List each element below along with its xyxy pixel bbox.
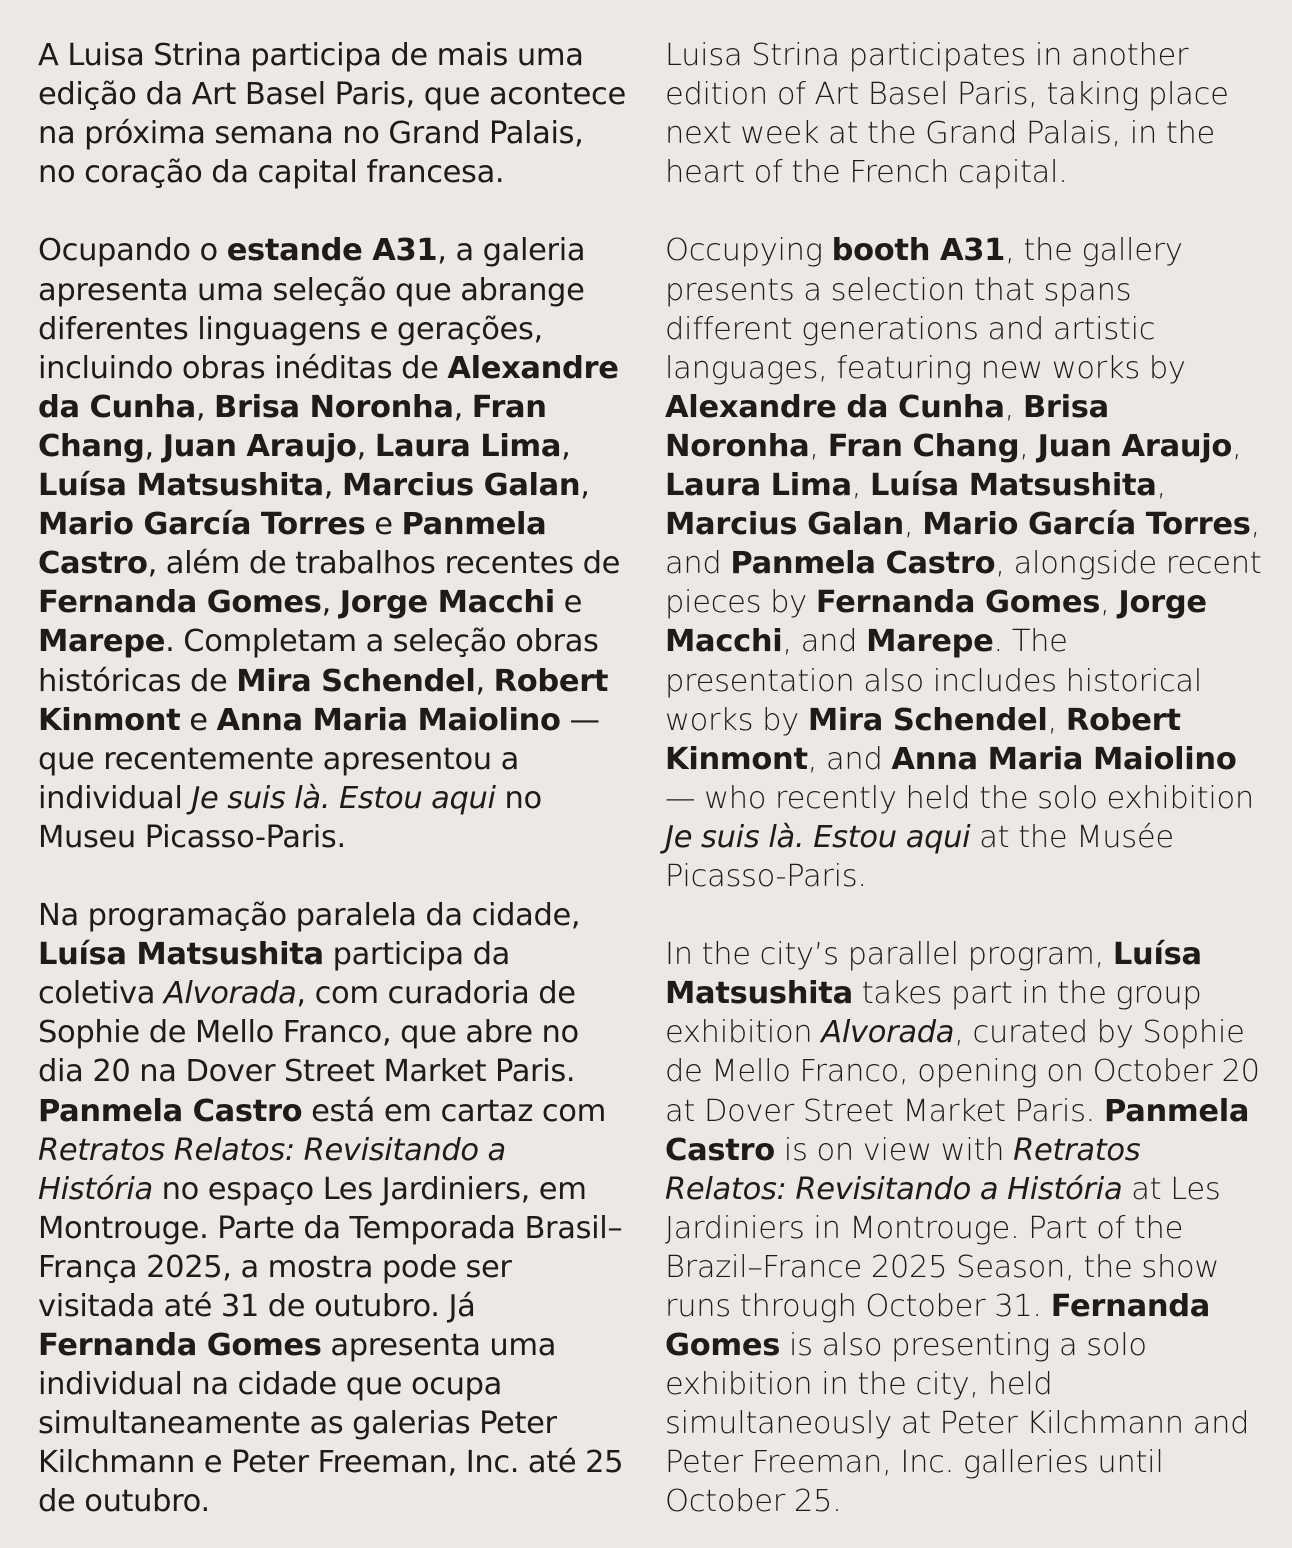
body-text: , and (665, 507, 1260, 582)
bold-text: Juan Araujo (1037, 428, 1233, 464)
bold-text: Laura Lima (374, 428, 562, 464)
body-text: , (851, 468, 871, 504)
body-text: Luisa Strina participates in another edition of Art Basel Paris, taking place next week at the Grand Palais, in the heart of the French capital. (665, 38, 1229, 191)
bold-text: Jorge Macchi (665, 585, 1207, 660)
body-text: , (1004, 389, 1023, 425)
body-text: no espaço Les Jardiniers, em Montrouge. Parte da Temporada Brasil–França 2025, a mostra pode ser visitada até 31 de outubro. Já (38, 1171, 623, 1324)
body-text: apresenta uma individual na cidade que ocupa simultaneamente as galerias Peter Kilchmann e Peter Freeman, Inc. até 25 de outubro. (38, 1328, 624, 1520)
body-text: Na programação paralela da cidade, (38, 898, 581, 934)
bold-text: Brisa Noronha (214, 389, 454, 425)
portuguese-paragraph-intro (38, 36, 628, 192)
bold-text: Luísa Matsushita (870, 468, 1157, 504)
body-text: , (321, 585, 340, 621)
bold-text: Luísa Matsushita (665, 937, 1202, 1012)
body-text: . The presentation also includes historical works by (665, 624, 1202, 738)
english-paragraph-parallel-program (665, 935, 1265, 1521)
bold-text: Luísa Matsushita (38, 937, 324, 973)
bold-text: Mira Schendel (807, 702, 1048, 738)
bold-text: Marcius Galan (341, 468, 581, 504)
body-text: , (1047, 702, 1066, 738)
bold-text: Brisa Noronha (665, 389, 1109, 464)
portuguese-paragraph-parallel-program (38, 896, 628, 1522)
portuguese-column (38, 36, 628, 1522)
body-text: Occupying (665, 233, 832, 269)
body-text: , and (782, 624, 867, 660)
bold-text: Mira Schendel (236, 663, 476, 699)
bold-text: Panmela Castro (730, 546, 996, 582)
italic-title: Alvorada (821, 1015, 955, 1051)
body-text: , a galeria apresenta uma seleção que abrange diferentes linguagens e gerações, incluindo obras inéditas de (38, 233, 586, 386)
body-text: In the city’s parallel program, (665, 937, 1113, 973)
body-text: , (323, 468, 342, 504)
body-text: , (809, 428, 828, 464)
bold-text: Fernanda Gomes (38, 585, 322, 621)
body-text: , (1156, 468, 1166, 504)
english-paragraph-intro (665, 36, 1265, 192)
body-text: , (144, 428, 163, 464)
body-text: , (1019, 428, 1038, 464)
bold-text: Jorge Macchi (339, 585, 555, 621)
english-paragraph-booth (665, 231, 1265, 896)
bold-text: Laura Lima (665, 468, 852, 504)
bold-text: Fernanda Gomes (665, 1289, 1211, 1364)
body-text: , (195, 389, 215, 425)
bold-text: Alexandre da Cunha (38, 350, 619, 425)
italic-title: Alvorada (163, 976, 297, 1012)
body-text: , com curadoria de Sophie de Mello Franco, que abre no dia 20 na Dover Street Market Paris. (38, 976, 579, 1090)
body-text: , (1232, 428, 1242, 464)
bold-text: Marepe (866, 624, 994, 660)
bold-text: Panmela Castro (665, 1093, 1250, 1168)
bold-text: Marepe (38, 624, 166, 660)
bold-text: Robert Kinmont (665, 702, 1181, 777)
body-text: A Luisa Strina participa de mais uma edição da Art Basel Paris, que acontece na próxima semana no Grand Palais, no coração da capital francesa. (38, 38, 626, 191)
bold-text: Alexandre da Cunha (665, 389, 1005, 425)
bold-text: Robert Kinmont (38, 663, 609, 738)
body-text: , alongside recent pieces by (665, 546, 1262, 621)
bold-text: Panmela Castro (38, 507, 547, 582)
body-text: takes part in the group exhibition (665, 976, 1202, 1051)
body-text: , (1100, 585, 1119, 621)
body-text: e (365, 507, 402, 543)
bold-text: Fernanda Gomes (38, 1328, 322, 1364)
body-text: is on view with (774, 1132, 1014, 1168)
body-text: , (561, 428, 571, 464)
body-text: at Les Jardiniers in Montrouge. Part of the Brazil–France 2025 Season, the show runs through October 31. (665, 1171, 1221, 1324)
body-text: e (554, 585, 583, 621)
bold-text: Marcius Galan (665, 507, 904, 543)
body-text: is also presenting a solo exhibition in the city, held simultaneously at Peter Kilchmann and Peter Freeman, Inc. galleries until October 25. (665, 1328, 1250, 1520)
body-text: e (180, 702, 217, 738)
bold-text: Panmela Castro (38, 1093, 303, 1129)
body-text: está em cartaz com (302, 1093, 606, 1129)
body-text: , (356, 428, 375, 464)
bold-text: Fran Chang (38, 389, 547, 464)
body-text: participa da coletiva (38, 937, 510, 1012)
bold-text: Anna Maria Maiolino (891, 741, 1237, 777)
body-text: — who recently held the solo exhibition (665, 780, 1254, 816)
body-text: . Completam a seleção obras históricas de (38, 624, 599, 699)
body-text: , (903, 507, 923, 543)
italic-title: Je suis là. Estou aqui (665, 819, 971, 855)
bold-text: booth A31 (831, 233, 1006, 269)
body-text: at the Musée Picasso-Paris. (665, 819, 1174, 894)
bold-text: Mario García Torres (922, 507, 1251, 543)
body-text: , (580, 468, 590, 504)
body-text: , curated by Sophie de Mello Franco, opening on October 20 at Dover Street Market Paris. (665, 1015, 1260, 1129)
body-text: , the gallery presents a selection that spans different generations and artistic languages, featuring new works by (665, 233, 1186, 386)
bold-text: Mario García Torres (38, 507, 366, 543)
english-column (665, 36, 1265, 1522)
body-text: — que recentemente apresentou a individual (38, 702, 600, 816)
bold-text: Fernanda Gomes (815, 585, 1101, 621)
italic-title: Retratos Relatos: Revisitando a História (665, 1132, 1141, 1207)
body-text: , além de trabalhos recentes de (147, 546, 621, 582)
italic-title: Je suis là. Estou aqui (191, 780, 496, 816)
body-text: , and (807, 741, 892, 777)
body-text: no Museu Picasso-Paris. (38, 780, 542, 855)
bold-text: estande A31 (226, 233, 438, 269)
portuguese-paragraph-booth (38, 231, 628, 857)
body-text: , (453, 389, 472, 425)
italic-title: Retratos Relatos: Revisitando a História (38, 1132, 506, 1207)
body-text: , (475, 663, 494, 699)
bold-text: Juan Araujo (162, 428, 357, 464)
bold-text: Anna Maria Maiolino (216, 702, 561, 738)
bold-text: Luísa Matsushita (38, 468, 324, 504)
body-text: Ocupando o (38, 233, 227, 269)
bold-text: Fran Chang (827, 428, 1020, 464)
